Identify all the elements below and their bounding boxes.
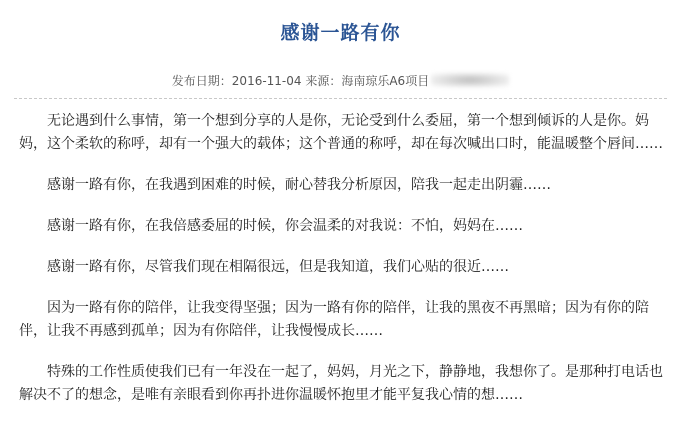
paragraph: 特殊的工作性质使我们已有一年没在一起了，妈妈，月光之下，静静地，我想你了。是那种打电话也解决不了的想念，是唯有亲眼看到你再扑进你温暖怀抱里才能平复我心情的想…… xyxy=(19,364,663,403)
article-meta xyxy=(0,72,681,89)
article-title: 感谢一路有你 xyxy=(280,22,401,44)
paragraph: 感谢一路有你，在我倍感委屈的时候，你会温柔的对我说：不怕，妈妈在…… xyxy=(47,218,523,234)
meta-divider xyxy=(14,98,667,99)
redacted-blur xyxy=(431,73,509,87)
paragraph: 感谢一路有你，尽管我们现在相隔很远，但是我知道，我们心贴的很近…… xyxy=(47,259,509,275)
article-body xyxy=(19,110,664,425)
paragraph: 感谢一路有你，在我遇到困难的时候，耐心替我分析原因，陪我一起走出阴霾…… xyxy=(47,177,551,193)
meta-text: 发布日期：2016-11-04 来源：海南琼乐A6项目 xyxy=(171,74,430,88)
paragraph: 因为一路有你的陪伴，让我变得坚强；因为一路有你的陪伴，让我的黑夜不再黑暗；因为有你的陪伴，让我不再感到孤单；因为有你陪伴，让我慢慢成长…… xyxy=(19,300,649,339)
paragraph: 无论遇到什么事情，第一个想到分享的人是你，无论受到什么委屈，第一个想到倾诉的人是你。妈妈，这个柔软的称呼，却有一个强大的载体；这个普通的称呼，却在每次喊出口时，能温暖整个唇间…… xyxy=(19,113,663,152)
